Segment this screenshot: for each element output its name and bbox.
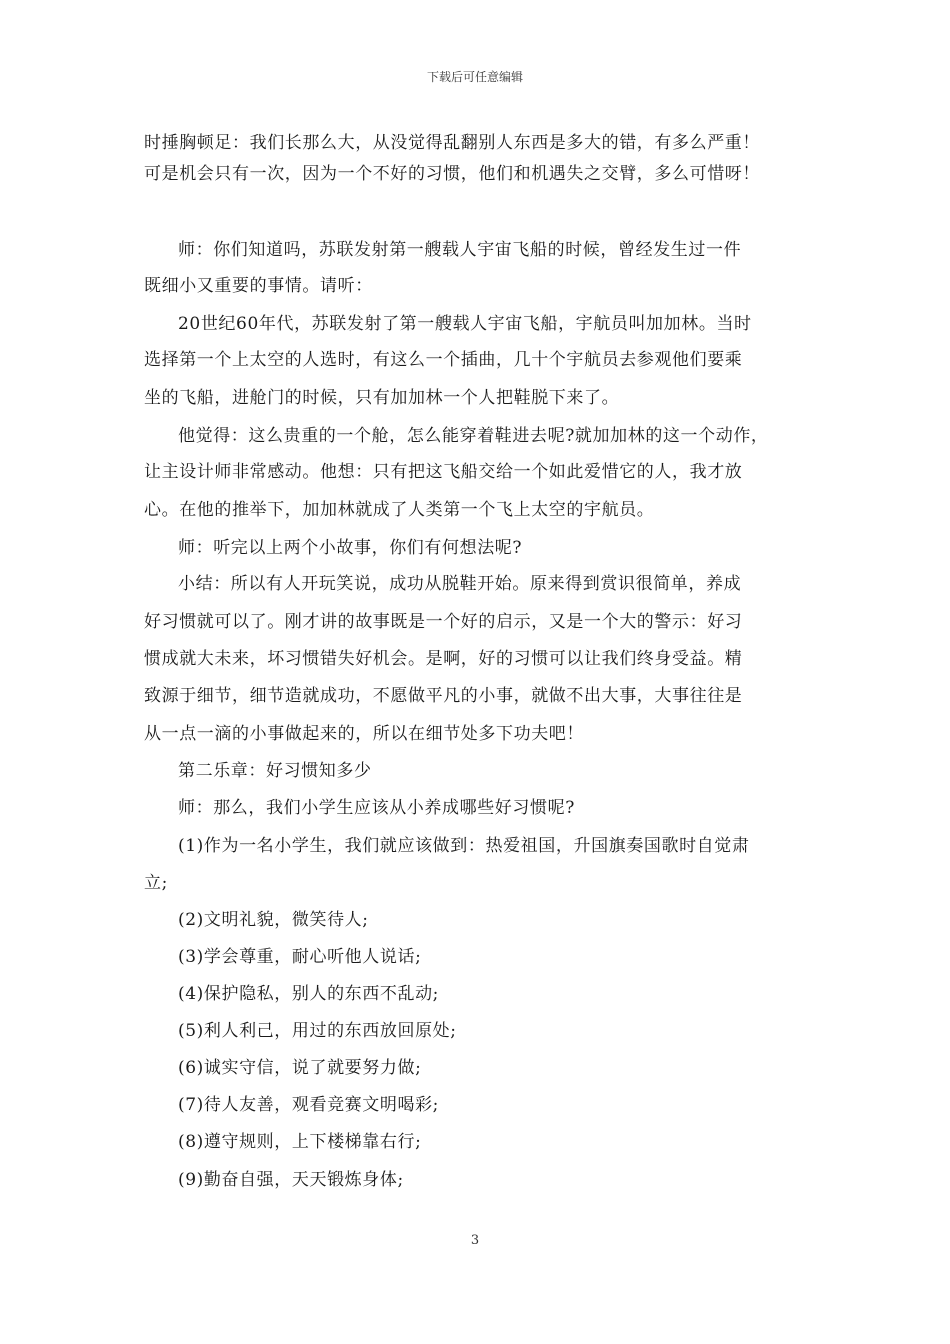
paragraph-line: 师：那么，我们小学生应该从小养成哪些好习惯呢? (178, 798, 575, 818)
paragraph-line: 小结：所以有人开玩笑说，成功从脱鞋开始。原来得到赏识很简单，养成 (178, 574, 742, 594)
paragraph-line: 既细小又重要的事情。请听： (144, 276, 373, 296)
paragraph-line: 20世纪60年代，苏联发射了第一艘载人宇宙飞船，宇航员叫加加林。当时 (178, 314, 752, 334)
paragraph-line: 选择第一个上太空的人选时，有这么一个插曲，几十个宇航员去参观他们要乘 (144, 350, 743, 370)
paragraph-line: 让主设计师非常感动。他想：只有把这飞船交给一个如此爱惜它的人，我才放 (144, 462, 743, 482)
paragraph-line: 致源于细节，细节造就成功，不愿做平凡的小事，就做不出大事，大事往往是 (144, 686, 743, 706)
paragraph-line: 心。在他的推举下，加加林就成了人类第一个飞上太空的宇航员。 (144, 500, 655, 520)
paragraph-line: 师：你们知道吗，苏联发射第一艘载人宇宙飞船的时候，曾经发生过一件 (178, 240, 742, 260)
paragraph-line: 从一点一滴的小事做起来的，所以在细节处多下功夫吧！ (144, 724, 584, 744)
list-item: (2)文明礼貌，微笑待人; (178, 910, 369, 930)
page-header-note: 下载后可任意编辑 (426, 70, 523, 84)
list-item: (5)利人利己，用过的东西放回原处; (178, 1021, 457, 1041)
paragraph-line: 坐的飞船，进舱门的时候，只有加加林一个人把鞋脱下来了。 (144, 388, 620, 408)
paragraph-line: 他觉得：这么贵重的一个舱，怎么能穿着鞋进去呢?就加加林的这一个动作， (178, 426, 769, 446)
list-item: (4)保护隐私，别人的东西不乱动; (178, 984, 440, 1004)
section-heading: 第二乐章：好习惯知多少 (178, 761, 372, 781)
paragraph-line: 可是机会只有一次，因为一个不好的习惯，他们和机遇失之交臂，多么可惜呀！ (144, 164, 760, 184)
page-number: 3 (470, 1233, 480, 1248)
paragraph-line: 好习惯就可以了。刚才讲的故事既是一个好的启示，又是一个大的警示：好习 (144, 612, 743, 632)
list-item: (7)待人友善，观看竞赛文明喝彩; (178, 1095, 440, 1115)
paragraph-line: 惯成就大未来，坏习惯错失好机会。是啊，好的习惯可以让我们终身受益。精 (144, 649, 743, 669)
paragraph-line: 师：听完以上两个小故事，你们有何想法呢? (178, 538, 523, 558)
paragraph-line: 时捶胸顿足：我们长那么大，从没觉得乱翻别人东西是多大的错，有多么严重！ (144, 133, 760, 153)
list-item: (9)勤奋自强，天天锻炼身体; (178, 1170, 404, 1190)
list-item-continuation: 立; (144, 873, 168, 893)
list-item: (3)学会尊重，耐心听他人说话; (178, 947, 422, 967)
list-item: (6)诚实守信，说了就要努力做; (178, 1058, 422, 1078)
list-item: (8)遵守规则，上下楼梯靠右行; (178, 1132, 422, 1152)
list-item: (1)作为一名小学生，我们就应该做到：热爱祖国，升国旗奏国歌时自觉肃 (178, 836, 750, 856)
